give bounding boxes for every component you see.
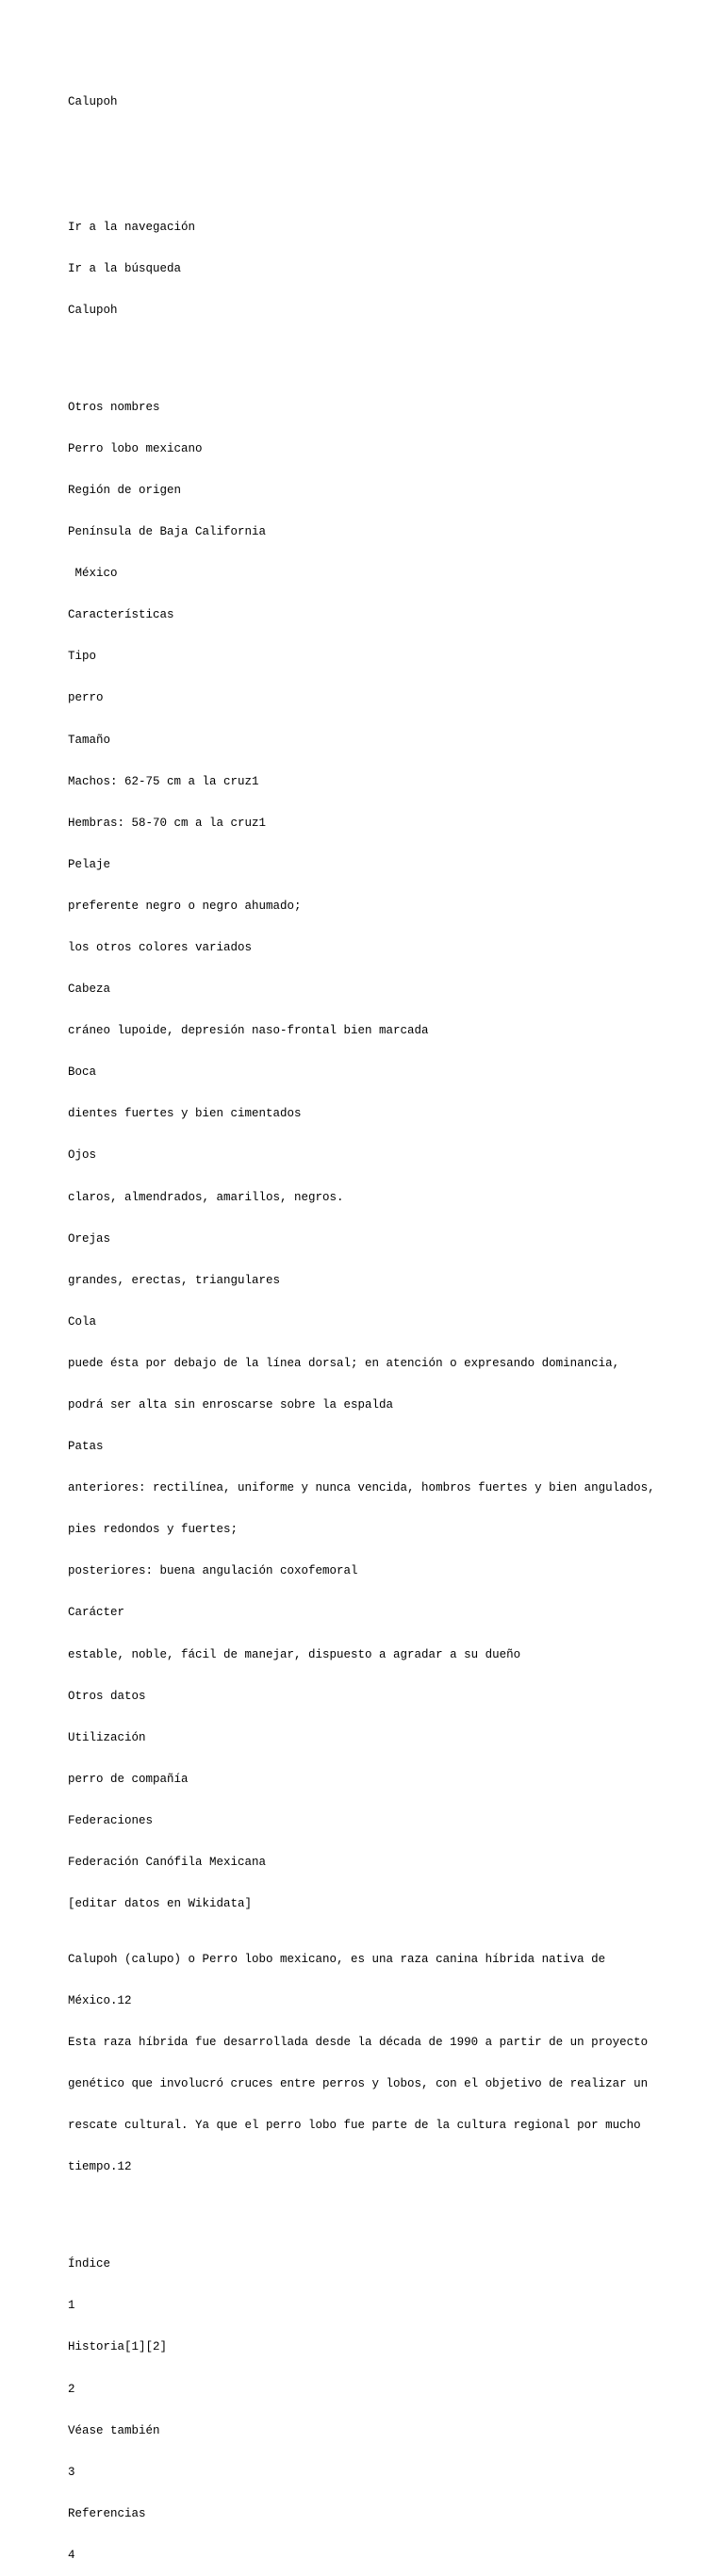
- infobox-value-legs: pies redondos y fuertes;: [68, 1523, 239, 1537]
- toc-item-link[interactable]: Referencias: [68, 2506, 146, 2520]
- infobox-label-type: Tipo: [68, 650, 97, 664]
- toc-item-number: 3: [68, 2465, 75, 2479]
- toc-item-number: 2: [68, 2382, 75, 2396]
- infobox-label-federations: Federaciones: [68, 1813, 154, 1827]
- toc-item-link[interactable]: Historia[1][2]: [68, 2340, 168, 2354]
- skip-to-navigation-link[interactable]: Ir a la navegación: [68, 220, 196, 234]
- document-title: Calupoh: [68, 95, 118, 109]
- infobox-value-ears: grandes, erectas, triangulares: [68, 1273, 281, 1287]
- infobox-label-ears: Orejas: [68, 1231, 111, 1246]
- infobox-value-character: estable, noble, fácil de manejar, dispuesto a agradar a su dueño: [68, 1647, 521, 1661]
- infobox-label-other-data: Otros datos: [68, 1689, 146, 1703]
- toc-item-number: 4: [68, 2548, 75, 2562]
- toc-item-link[interactable]: Véase también: [68, 2423, 160, 2437]
- edit-wikidata-link[interactable]: [editar datos en Wikidata]: [68, 1897, 253, 1911]
- document-page: [68, 68, 671, 2576]
- infobox-label-coat: Pelaje: [68, 857, 111, 871]
- intro-paragraph-line: México.12: [68, 1994, 132, 2008]
- spacer: [68, 2203, 671, 2217]
- spacer: [68, 345, 671, 359]
- infobox-label-eyes: Ojos: [68, 1148, 97, 1163]
- history-paragraph-line: Esta raza híbrida fue desarrollada desde la década de 1990 a partir de un proyecto: [68, 2036, 649, 2050]
- infobox-label-character: Carácter: [68, 1606, 125, 1620]
- spacer: [68, 138, 671, 152]
- infobox-value-origin-country[interactable]: México: [68, 567, 118, 581]
- infobox-label-other-names: Otros nombres: [68, 400, 160, 414]
- infobox-value-tail: puede ésta por debajo de la línea dorsal; en atención o expresando dominancia,: [68, 1356, 620, 1370]
- infobox-value-size-females: Hembras: 58-70 cm a la cruz1: [68, 816, 267, 830]
- infobox-label-size: Tamaño: [68, 733, 111, 747]
- intro-paragraph-line: Calupoh (calupo) o Perro lobo mexicano, es una raza canina híbrida nativa de: [68, 1952, 606, 1966]
- infobox-label-characteristics: Características: [68, 608, 174, 622]
- infobox-value-origin-region[interactable]: Península de Baja California: [68, 525, 267, 539]
- infobox-label-mouth: Boca: [68, 1065, 97, 1080]
- skip-to-search-link[interactable]: Ir a la búsqueda: [68, 261, 182, 275]
- infobox-value-tail: podrá ser alta sin enroscarse sobre la espalda: [68, 1398, 394, 1412]
- infobox-value-coat: los otros colores variados: [68, 940, 253, 954]
- infobox-value-legs: anteriores: rectilínea, uniforme y nunca vencida, hombros fuertes y bien angulados,: [68, 1481, 655, 1495]
- history-paragraph-line: rescate cultural. Ya que el perro lobo fue parte de la cultura regional por mucho: [68, 2119, 641, 2133]
- infobox-value-size-males: Machos: 62-75 cm a la cruz1: [68, 774, 259, 788]
- infobox-value-type[interactable]: perro: [68, 691, 104, 705]
- infobox-value-federations[interactable]: Federación Canófila Mexicana: [68, 1856, 267, 1870]
- infobox-value-mouth: dientes fuertes y bien cimentados: [68, 1107, 302, 1121]
- infobox-value-head: cráneo lupoide, depresión naso-frontal bien marcada: [68, 1024, 429, 1038]
- history-paragraph-line: genético que involucró cruces entre perros y lobos, con el objetivo de realizar un: [68, 2077, 649, 2091]
- history-paragraph-line: tiempo.12: [68, 2160, 132, 2174]
- infobox-label-legs: Patas: [68, 1440, 104, 1454]
- infobox-value-coat: preferente negro o negro ahumado;: [68, 899, 302, 913]
- infobox-value-eyes: claros, almendrados, amarillos, negros.: [68, 1190, 344, 1204]
- toc-item-number: 1: [68, 2299, 75, 2313]
- toc-title: Índice: [68, 2257, 111, 2271]
- infobox-label-origin: Región de origen: [68, 483, 182, 497]
- infobox-label-use: Utilización: [68, 1730, 146, 1744]
- infobox-heading: Calupoh: [68, 303, 118, 317]
- spacer: [68, 179, 671, 193]
- infobox-value-legs: posteriores: buena angulación coxofemoral: [68, 1564, 358, 1578]
- infobox-label-tail: Cola: [68, 1314, 97, 1329]
- infobox-value-use[interactable]: perro de compañía: [68, 1772, 189, 1786]
- infobox-value-other-names: Perro lobo mexicano: [68, 441, 203, 455]
- infobox-label-head: Cabeza: [68, 983, 111, 997]
